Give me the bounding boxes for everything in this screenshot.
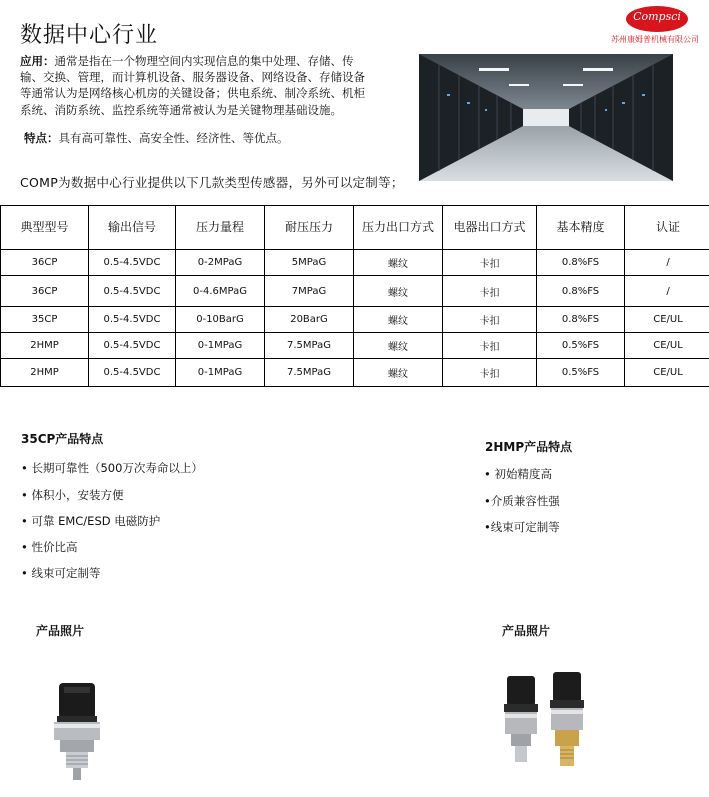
cell-range: 0-10BarG (176, 307, 265, 333)
feature-text: 具有高可靠性、高安全性、经济性、等优点。 (58, 131, 289, 145)
right-photo-label: 产品照片 (502, 624, 551, 638)
header-accuracy: 基本精度 (537, 206, 625, 250)
left-bullet: • 性价比高 (21, 540, 78, 554)
cell-connector: 卡扣 (443, 276, 537, 307)
left-section-title: 35CP产品特点 (21, 432, 104, 446)
table-header-row (1, 206, 709, 250)
cell-proof: 7MPaG (265, 276, 354, 307)
cell-cert: CE/UL (625, 359, 709, 387)
spec-table (0, 205, 709, 387)
cell-model: 36CP (1, 250, 89, 276)
application-label: 应用： (20, 54, 55, 68)
cell-port: 螺纹 (354, 250, 443, 276)
cell-accuracy: 0.8%FS (537, 250, 625, 276)
feature-line (24, 130, 289, 146)
cell-output: 0.5-4.5VDC (89, 307, 176, 333)
cell-model: 36CP (1, 276, 89, 307)
intro-paragraph (20, 53, 375, 118)
right-bullet: •介质兼容性强 (484, 494, 560, 508)
cell-port: 螺纹 (354, 276, 443, 307)
cell-port: 螺纹 (354, 333, 443, 359)
cell-accuracy: 0.8%FS (537, 276, 625, 307)
page-title: 数据中心行业 (20, 23, 159, 48)
cell-connector: 卡扣 (443, 307, 537, 333)
cell-cert: CE/UL (625, 307, 709, 333)
logo-text: Compsci (633, 10, 681, 23)
feature-label: 特点： (24, 131, 59, 145)
cell-output: 0.5-4.5VDC (89, 250, 176, 276)
company-name: 苏州康姆普机械有限公司 (611, 35, 699, 44)
cell-output: 0.5-4.5VDC (89, 333, 176, 359)
cell-range: 0-2MPaG (176, 250, 265, 276)
right-bullet: • 初始精度高 (484, 467, 552, 481)
cell-accuracy: 0.8%FS (537, 307, 625, 333)
right-bullet: •线束可定制等 (484, 520, 560, 534)
offer-text: COMP为数据中心行业提供以下几款类型传感器，另外可以定制等； (20, 175, 404, 190)
sensor-2hmp-photo (497, 668, 593, 772)
cell-cert: / (625, 250, 709, 276)
table-row (1, 250, 709, 276)
left-bullet: • 长期可靠性（500万次寿命以上） (21, 461, 203, 475)
left-bullet: • 线束可定制等 (21, 566, 101, 580)
datacenter-photo (419, 54, 673, 181)
sensor-35cp-photo (42, 680, 112, 788)
application-text: 通常是指在一个物理空间内实现信息的集中处理、存储、传输、交换、管理，而计算机设备、服务器设备、网络设备、存储设备等通常认为是网络核心机房的关键设备；供电系统、制冷系统、机柜系统、消防系统、监控系统等通常被认为是关键物理基础设施。 (20, 54, 365, 117)
sensor-2hmp-illustration (497, 668, 593, 772)
cell-range: 0-4.6MPaG (176, 276, 265, 307)
table-row (1, 359, 709, 387)
table-row (1, 307, 709, 333)
cell-accuracy: 0.5%FS (537, 359, 625, 387)
cell-output: 0.5-4.5VDC (89, 276, 176, 307)
cell-proof: 20BarG (265, 307, 354, 333)
header-range: 压力量程 (176, 206, 265, 250)
cell-output: 0.5-4.5VDC (89, 359, 176, 387)
cell-connector: 卡扣 (443, 250, 537, 276)
cell-proof: 7.5MPaG (265, 333, 354, 359)
sensor-35cp-illustration (42, 680, 112, 788)
header-port: 压力出口方式 (354, 206, 443, 250)
header-proof: 耐压压力 (265, 206, 354, 250)
cell-accuracy: 0.5%FS (537, 333, 625, 359)
cell-port: 螺纹 (354, 359, 443, 387)
cell-model: 35CP (1, 307, 89, 333)
cell-connector: 卡扣 (443, 333, 537, 359)
header-output: 输出信号 (89, 206, 176, 250)
left-photo-label: 产品照片 (36, 624, 85, 638)
left-bullet: • 可靠 EMC/ESD 电磁防护 (21, 514, 161, 528)
cell-cert: CE/UL (625, 333, 709, 359)
cell-proof: 7.5MPaG (265, 359, 354, 387)
cell-port: 螺纹 (354, 307, 443, 333)
cell-range: 0-1MPaG (176, 359, 265, 387)
table-row (1, 333, 709, 359)
right-section-title: 2HMP产品特点 (485, 440, 573, 454)
cell-model: 2HMP (1, 333, 89, 359)
cell-range: 0-1MPaG (176, 333, 265, 359)
header-model: 典型型号 (1, 206, 89, 250)
cell-model: 2HMP (1, 359, 89, 387)
cell-cert: / (625, 276, 709, 307)
table-row (1, 276, 709, 307)
cell-proof: 5MPaG (265, 250, 354, 276)
left-bullet: • 体积小，安装方便 (21, 488, 124, 502)
header-cert: 认证 (625, 206, 709, 250)
datacenter-illustration (419, 54, 673, 181)
header-connector: 电器出口方式 (443, 206, 537, 250)
cell-connector: 卡扣 (443, 359, 537, 387)
